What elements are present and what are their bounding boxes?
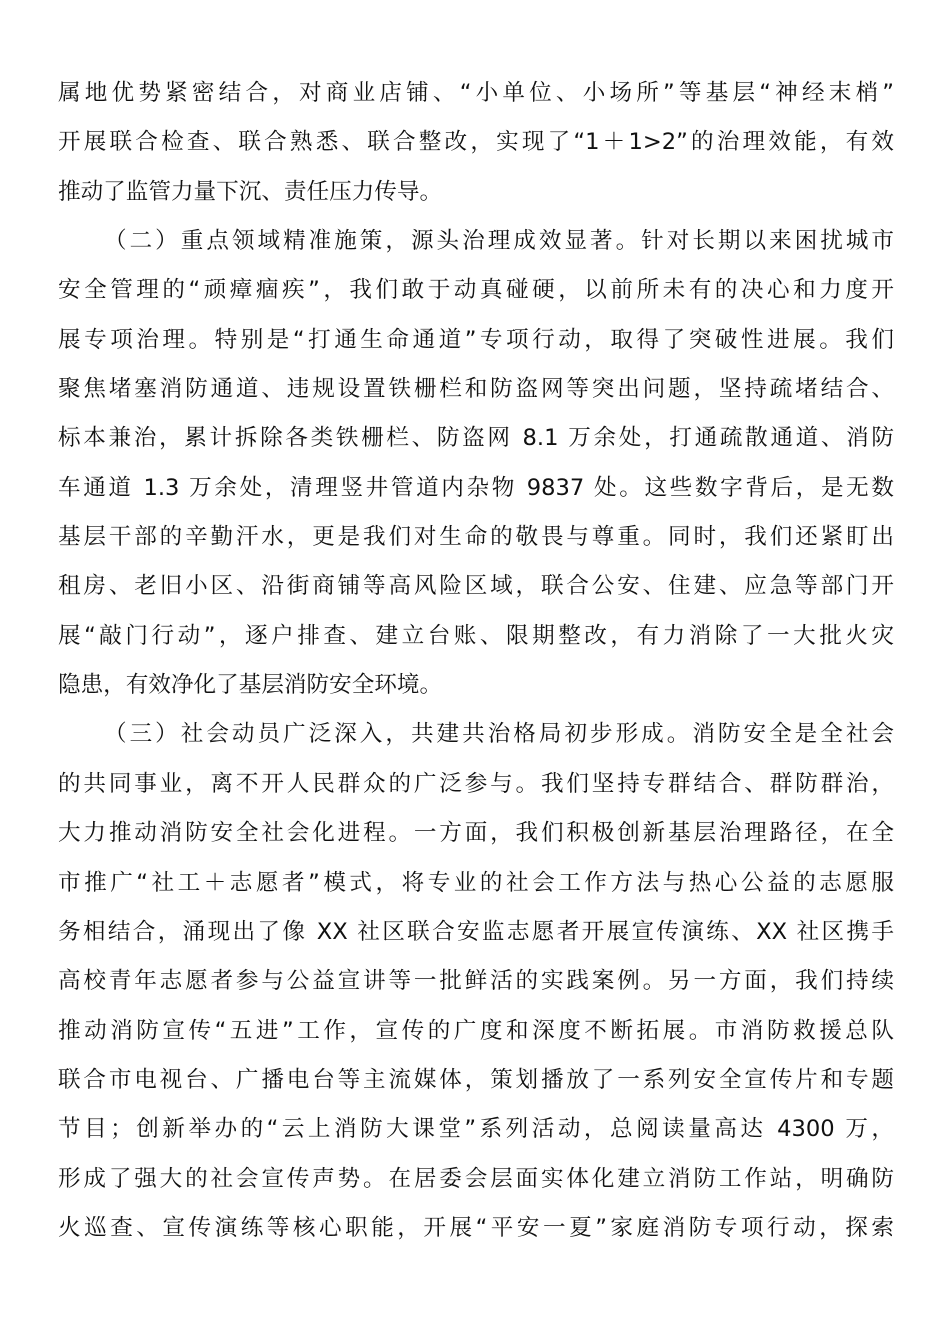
text-line: 租房、老旧小区、沿街商铺等高风险区域，联合公安、住建、应急等部门开 bbox=[58, 573, 894, 600]
text-line: 基层干部的辛勤汗水，更是我们对生命的敬畏与尊重。同时，我们还紧盯出 bbox=[58, 524, 894, 551]
text-line: 高校青年志愿者参与公益宣讲等一批鲜活的实践案例。另一方面，我们持续 bbox=[58, 968, 894, 995]
text-line: 推动消防宣传“五进”工作，宣传的广度和深度不断拓展。市消防救援总队 bbox=[58, 1017, 894, 1044]
text-line: 开展联合检查、联合熟悉、联合整改，实现了“1＋1>2”的治理效能，有效 bbox=[58, 129, 894, 156]
section-heading-line: （二）重点领域精准施策，源头治理成效显著。针对长期以来困扰城市 bbox=[104, 228, 894, 255]
text-line: 车通道 1.3 万余处，清理竖井管道内杂物 9837 处。这些数字背后，是无数 bbox=[58, 474, 894, 501]
text-line: 展“敲门行动”，逐户排查、建立台账、限期整改，有力消除了一大批火灾 bbox=[58, 622, 894, 649]
text-line: 标本兼治，累计拆除各类铁栅栏、防盗网 8.1 万余处，打通疏散通道、消防 bbox=[58, 425, 894, 452]
text-line: 展专项治理。特别是“打通生命通道”专项行动，取得了突破性进展。我们 bbox=[58, 326, 894, 353]
text-line: 推动了监管力量下沉、责任压力传导。 bbox=[58, 178, 443, 205]
text-line: 市推广“社工＋志愿者”模式，将专业的社会工作方法与热心公益的志愿服 bbox=[58, 869, 894, 896]
text-line: 火巡查、宣传演练等核心职能，开展“平安一夏”家庭消防专项行动，探索 bbox=[58, 1214, 894, 1241]
text-line: 联合市电视台、广播电台等主流媒体，策划播放了一系列安全宣传片和专题 bbox=[58, 1066, 894, 1093]
text-line: 务相结合，涌现出了像 XX 社区联合安监志愿者开展宣传演练、XX 社区携手 bbox=[58, 918, 894, 945]
text-line: 的共同事业，离不开人民群众的广泛参与。我们坚持专群结合、群防群治， bbox=[58, 770, 894, 797]
text-line: 节目；创新举办的“云上消防大课堂”系列活动，总阅读量高达 4300 万， bbox=[58, 1116, 894, 1143]
text-line: 属地优势紧密结合，对商业店铺、“小单位、小场所”等基层“神经末梢” bbox=[58, 80, 894, 106]
document-body bbox=[58, 69, 894, 1253]
text-line: 隐患，有效净化了基层消防安全环境。 bbox=[58, 672, 443, 699]
text-line: 大力推动消防安全社会化进程。一方面，我们积极创新基层治理路径，在全 bbox=[58, 820, 894, 847]
text-line: 安全管理的“顽瘴痼疾”，我们敢于动真碰硬，以前所未有的决心和力度开 bbox=[58, 277, 894, 304]
section-heading-line: （三）社会动员广泛深入，共建共治格局初步形成。消防安全是全社会 bbox=[104, 721, 894, 748]
text-line: 聚焦堵塞消防通道、违规设置铁栅栏和防盗网等突出问题，坚持疏堵结合、 bbox=[58, 376, 894, 403]
text-line: 形成了强大的社会宣传声势。在居委会层面实体化建立消防工作站，明确防 bbox=[58, 1165, 894, 1192]
